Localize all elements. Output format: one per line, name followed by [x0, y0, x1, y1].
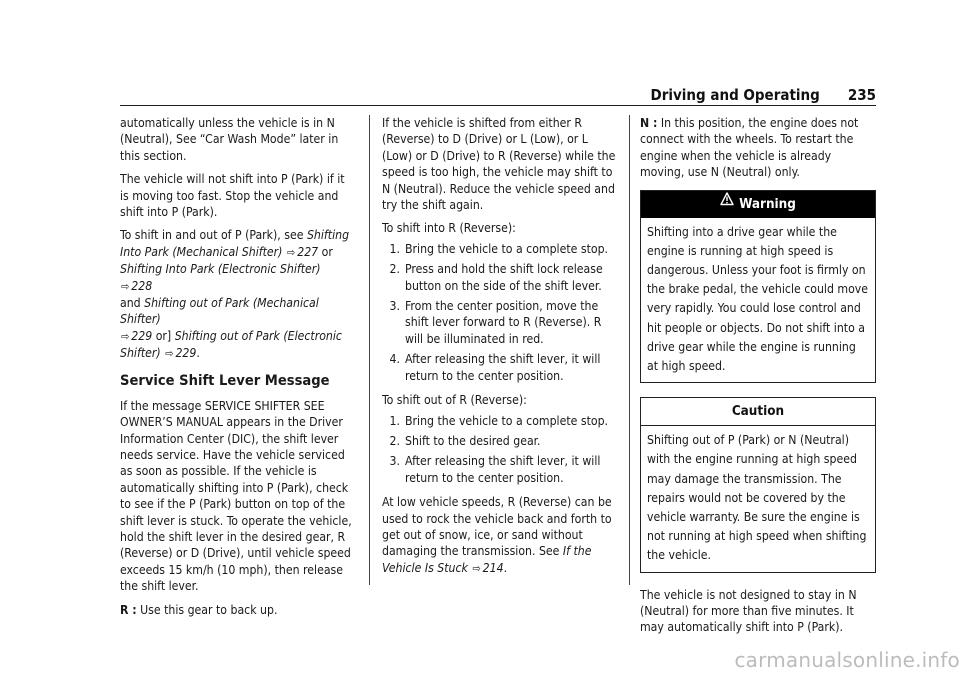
link-shifting-out-of-park-mechanical[interactable]: Shifting out of Park (Mechanical Shifter)	[120, 296, 319, 327]
list-item: 2. Shift to the desired gear.	[389, 433, 541, 448]
column-2	[382, 115, 618, 585]
warning-box	[640, 190, 876, 384]
warning-title: Warning	[739, 196, 796, 212]
column-3	[640, 115, 876, 644]
gear-r-paragraph: R : Use this gear to back up.	[120, 602, 278, 617]
paragraph: The vehicle is not designed to stay in N (Neutral) for more than five minutes. It may automatically shift into P (Park).	[640, 587, 857, 635]
paragraph: To shift into R (Reverse):	[382, 221, 516, 236]
list-item: 3. From the center position, move the shift lever forward to R (Reverse). R will be illuminated in red.	[389, 299, 602, 346]
link-if-vehicle-is-stuck[interactable]: If the Vehicle Is Stuck	[382, 544, 592, 575]
cross-reference-paragraph: To shift in and out of P (Park), see Shifting Into Park (Mechanical Shifter) ⇨ 227 or Shifting Into Park (Electronic Shifter) ⇨ 228 and Shifting out of Park (Mechanical Shifter) ⇨ 229 or] Shifting out of Park (Electronic Shifter) ⇨ 229.	[120, 228, 350, 361]
gear-n-paragraph: N : In this position, the engine does not connect with the wheels. To restart the engine when the vehicle is already moving, use N (Neutral) only.	[640, 116, 859, 180]
link-shifting-into-park-mechanical[interactable]: Shifting Into Park (Mechanical Shifter)	[120, 228, 350, 259]
caution-box	[640, 397, 876, 572]
caution-text: Shifting out of P (Park) or N (Neutral) with the engine running at high speed may damage the transmission. The repairs would not be covered by the vehicle warranty. Be sure the engine is not running at high speed when shifting the vehicle.	[647, 433, 867, 563]
page-link[interactable]: 228	[131, 278, 153, 293]
paragraph: automatically unless the vehicle is in N (Neutral), See “Car Wash Mode” later in this section.	[120, 116, 339, 163]
watermark: carmanualsonline.info	[734, 648, 960, 672]
list-item: 2. Press and hold the shift lock release button on the side of the shift lever.	[389, 262, 603, 293]
gear-label: R :	[120, 602, 137, 617]
gear-label: N :	[640, 116, 658, 130]
page-ref-icon: ⇨	[165, 347, 174, 361]
page-link[interactable]: 229	[175, 346, 197, 361]
warning-header	[641, 191, 875, 218]
link-shifting-out-of-park-electronic[interactable]: Shifting out of Park (Electronic Shifter)	[120, 328, 342, 361]
paragraph: If the vehicle is shifted from either R (Reverse) to D (Drive) or L (Low), or L (Low) or D (Drive) to R (Reverse) while the speed is too high, the vehicle may shift to N (Neutral). Reduce the vehicle speed and try the shift again.	[382, 116, 616, 213]
paragraph: At low vehicle speeds, R (Reverse) can be used to rock the vehicle back and forth to get out of snow, ice, or sand without damaging the transmission. See If the Vehicle Is Stuck ⇨ 214.	[382, 495, 612, 575]
section-heading: Service Shift Lever Message	[120, 371, 330, 389]
list-item: 4. After releasing the shift lever, it will return to the center position.	[389, 352, 601, 383]
page-link[interactable]: 227	[297, 244, 319, 259]
page-ref-icon: ⇨	[286, 245, 296, 259]
column-1	[120, 115, 356, 626]
warning-text: Shifting into a drive gear while the engine is running at high speed is dangerous. Unless your foot is firmly on the brake pedal, the vehicle could move very rapidly. You could lose control and hit people or objects. Do not shift into a drive gear while the engine is running at high speed.	[647, 224, 869, 374]
paragraph: To shift out of R (Reverse):	[382, 393, 527, 408]
paragraph: If the message SERVICE SHIFTER SEE OWNER’S MANUAL appears in the Driver Information Center (DIC), the shift lever needs service. Have the vehicle serviced as soon as possible. If the vehicle is automatically shifting into P (Park), check to see if the P (Park) button on top of the shift lever is stuck. To operate the vehicle, hold the shift lever in the desired gear, R (Reverse) or D (Drive), until vehicle speed exceeds 15 km/h (10 mph), then release the shift lever.	[120, 398, 352, 594]
link-shifting-into-park-electronic[interactable]: Shifting Into Park (Electronic Shifter)	[120, 262, 321, 277]
page-link[interactable]: 229	[131, 328, 153, 343]
steps-shift-out-of-reverse	[382, 413, 618, 487]
column-divider-2	[629, 115, 630, 585]
list-item: 1. Bring the vehicle to a complete stop.	[389, 413, 609, 428]
warning-triangle-icon	[720, 189, 734, 216]
page-ref-icon: ⇨	[121, 329, 130, 343]
list-item: 3. After releasing the shift lever, it will return to the center position.	[389, 454, 601, 485]
caution-title: Caution	[641, 398, 875, 426]
steps-shift-into-reverse	[382, 241, 618, 384]
page-link[interactable]: 214	[482, 560, 504, 575]
section-title: Driving and Operating	[650, 86, 820, 104]
page-ref-icon: ⇨	[121, 279, 130, 293]
page-header	[120, 86, 876, 104]
paragraph: The vehicle will not shift into P (Park) if it is moving too fast. Stop the vehicle and shift into P (Park).	[120, 172, 345, 220]
list-item: 1. Bring the vehicle to a complete stop.	[389, 241, 609, 256]
header-rule	[120, 105, 876, 106]
column-divider-1	[369, 115, 370, 585]
page-number: 235	[847, 86, 876, 104]
page-ref-icon: ⇨	[472, 561, 481, 575]
